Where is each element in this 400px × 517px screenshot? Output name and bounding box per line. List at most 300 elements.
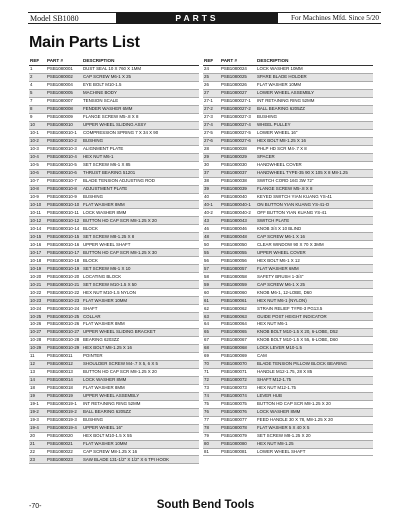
table-row [29,194,199,202]
part-number-cell: PSB1080013 [47,369,73,375]
table-row [29,178,199,186]
description-cell: HEX NUT M6-1 [257,321,288,327]
description-cell: LEVER HUB [257,393,282,399]
description-cell: MACHINE BODY [83,90,117,96]
ref-cell: 10-8 [30,186,39,192]
description-cell: SPARE BLADE HOLDER [257,74,307,80]
description-cell: THRUST BEARING 51201 [83,170,136,176]
ref-cell: 7 [30,98,33,104]
table-row [29,417,199,425]
description-cell: SET SCREW M8-1.25 X 8 [83,233,135,239]
part-number-cell: PSB1080061 [221,297,247,303]
part-number-cell: PSB1080010-7 [47,178,77,184]
table-row [203,225,373,233]
part-number-cell: PSB1080019-2 [47,409,77,415]
ref-cell: 20 [30,433,35,439]
description-cell: BALL BEARING 6205ZZ [83,409,131,415]
ref-cell: 40-1 [204,201,213,207]
table-row [203,257,373,265]
ref-cell: 67 [204,337,209,343]
part-number-cell: PSB1080004 [47,82,73,88]
ref-cell: 80 [204,441,209,447]
table-row [29,66,199,74]
description-cell: SWITCH CORD 16G 3W 72" [257,178,314,184]
part-number-cell: PSB1080067 [221,337,247,343]
table-row [203,329,373,337]
part-number-cell: PSB1080019-4 [47,425,77,431]
description-cell: HANDLE M12-1.75, 28 X 85 [257,369,313,375]
part-number-cell: PSB1080029 [221,154,247,160]
part-number-cell: PSB1080010-20 [47,273,80,279]
description-cell: LOWER WHEEL ASSEMBLY [257,90,315,96]
part-number-cell: PSB1080010-24 [47,305,80,311]
description-cell: HEX BOLT M6-1 X 12 [257,257,300,263]
description-cell: HEX BOLT M10-1.5 X 55 [83,433,132,439]
part-number-cell: PSB1080023 [47,456,73,462]
part-number-cell: PSB1080043 [221,217,247,223]
description-cell: KNOB 3/4 X 10 BLIND [257,225,302,231]
description-cell: LOCK WASHER 10MM [257,66,303,72]
ref-cell: 10 [30,122,35,128]
description-cell: BUTTON HD CAP SCR M8-1.25 X 20 [257,401,331,407]
part-number-cell: PSB1080073 [221,385,247,391]
table-row [203,305,373,313]
part-number-cell: PSB1080019-3 [47,417,77,423]
part-number-cell: PSB1080028 [221,146,247,152]
ref-cell: 38 [204,178,209,184]
table-row [203,114,373,122]
part-number-cell: PSB1080019 [47,393,73,399]
ref-cell: 13 [30,369,35,375]
ref-cell: 48 [204,233,209,239]
part-number-cell: PSB1080027-6 [221,138,251,144]
ref-cell: 73 [204,385,209,391]
ref-cell: 27-4 [204,122,213,128]
description-cell: ON BUTTON YIAN KUANG YS-41-O [257,201,330,207]
part-number-cell: PSB1080002 [47,74,73,80]
ref-cell: 10-19 [30,265,42,271]
part-number-cell: PSB1080010-1 [47,130,77,136]
description-cell: CLEAR WINDOW 90 X 70 X 3MM [257,241,324,247]
part-number-cell: PSB1080040-1 [221,201,251,207]
description-cell: HEX BOLT M8-1.25 X 16 [257,138,306,144]
description-cell: CAM [257,353,267,359]
part-number-cell: PSB1080062 [221,305,247,311]
table-row [29,281,199,289]
ref-cell: 2 [30,74,33,80]
ref-cell: 19 [30,393,35,399]
part-number-cell: PSB1080027-2 [221,106,251,112]
table-row [29,377,199,385]
part-number-cell: PSB1080040 [221,193,247,199]
part-number-cell: PSB1080059 [221,281,247,287]
table-row [203,186,373,194]
page-title: Main Parts List [29,34,140,51]
part-number-cell: PSB1080010-17 [47,249,80,255]
table-row [203,146,373,154]
ref-cell: 10-14 [30,225,42,231]
ref-cell: 4 [30,82,33,88]
description-cell: TENSION SCALE [83,98,119,104]
ref-cell: 57 [204,265,209,271]
part-number-cell: PSB1080065 [221,329,247,335]
description-cell: WHEEL PULLEY [257,122,291,128]
table-row [29,162,199,170]
table-row [203,345,373,353]
description-cell: FLANGE SCREW M5-.8 X 8 [83,114,139,120]
part-number-cell: PSB1080024 [221,66,247,72]
description-cell: KNOB M6-1, 12-LOBE, D60 [257,289,312,295]
table-row [29,449,199,457]
ref-cell: 70 [204,361,209,367]
description-cell: BLADE TENSION PILLOW BLOCK BEARING [257,361,347,367]
table-row [29,170,199,178]
part-number-cell: PSB1080057 [221,265,247,271]
ref-cell: 50 [204,241,209,247]
table-row [203,130,373,138]
table-row [203,170,373,178]
ref-cell: 56 [204,257,209,263]
description-cell: SAW BLADE 131-1/2" X 1/2" X 6 TPI HOOK [83,456,170,462]
part-number-cell: PSB1080058 [221,273,247,279]
ref-cell: 10-16 [30,241,42,247]
part-number-cell: PSB1080007 [47,98,73,104]
part-number-cell: PSB1080010-11 [47,209,79,215]
part-number-cell: PSB1080010-26 [47,321,80,327]
ref-cell: 10-10 [30,201,42,207]
part-number-cell: PSB1080037 [221,170,247,176]
table-row [29,201,199,209]
part-number-cell: PSB1080010-28 [47,337,80,343]
part-number-cell: PSB1080012 [47,361,73,367]
ref-cell: 10-23 [30,297,42,303]
description-cell: BUSHING [83,138,104,144]
ref-cell: 76 [204,409,209,415]
part-number-cell: PSB1080077 [221,417,247,423]
ref-cell: 27-1 [204,98,213,104]
ref-cell: 10-22 [30,289,42,295]
part-number-cell: PSB1080010-23 [47,297,80,303]
part-number-cell: PSB1080072 [221,377,247,383]
ref-cell: 64 [204,321,209,327]
description-cell: PHLP HD SCR M4-.7 X 8 [257,146,307,152]
table-row [29,297,199,305]
description-cell: DUST SEAL 10 X 760 X 1MM [83,66,142,72]
part-number-cell: PSB1080080 [221,441,247,447]
ref-cell: 40 [204,193,209,199]
description-cell: ADJUSTMENT PLATE [83,186,128,192]
ref-cell: 23 [30,456,35,462]
part-number-cell: PSB1080010-9 [47,193,77,199]
ref-cell: 10-29 [30,345,42,351]
part-number-cell: PSB1080063 [221,313,247,319]
table-row [203,265,373,273]
part-number-cell: PSB1080039 [221,186,247,192]
ref-cell: 26 [204,82,209,88]
part-number-cell: PSB1080074 [221,393,247,399]
description-cell: BUSHING [83,193,104,199]
table-row [203,401,373,409]
ref-cell: 69 [204,353,209,359]
table-row [29,82,199,90]
table-row [203,138,373,146]
ref-cell: 10-12 [30,217,42,223]
description-cell: ALIGNMENT PLATE [83,146,124,152]
description-cell: HEX NUT M6-1 [83,154,114,160]
ref-cell: 21 [30,441,35,447]
table-body [29,66,199,464]
table-body [203,66,373,456]
page-footer [29,501,382,512]
ref-cell: 37 [204,170,209,176]
ref-cell: 46 [204,225,209,231]
table-row [203,217,373,225]
table-row [29,425,199,433]
description-cell: SWITCH PLATE [257,217,290,223]
description-cell: BUSHING [257,114,278,120]
description-cell: HEX NUT M12-1.75 [257,385,296,391]
table-row [203,289,373,297]
table-row [203,66,373,74]
description-column-header: DESCRIPTION [257,58,289,63]
table-row [29,345,199,353]
table-row [203,122,373,130]
description-cell: HANDWHEEL COVER [257,162,302,168]
ref-cell: 25 [204,74,209,80]
table-row [29,138,199,146]
description-cell: GUIDE POST HEIGHT INDICATOR [257,313,327,319]
page-header [28,12,381,24]
part-number-cell: PSB1080050 [221,241,247,247]
ref-cell: 10-27 [30,329,42,335]
part-number-cell: PSB1080010-15 [47,233,80,239]
ref-cell: 10-3 [30,146,39,152]
ref-cell: 55 [204,249,209,255]
part-number-cell: PSB1080068 [221,345,247,351]
part-number-cell: PSB1080010-8 [47,186,77,192]
description-cell: CAP SCREW M6-1 X 16 [257,233,305,239]
table-row [29,265,199,273]
ref-cell: 62 [204,305,209,311]
ref-cell: 10-24 [30,305,42,311]
table-row [29,130,199,138]
ref-cell: 39 [204,186,209,192]
ref-cell: 5 [30,90,33,96]
part-number-cell: PSB1080010-5 [47,162,77,168]
description-cell: OFF BUTTON YIAN KUANG YS-41 [257,209,327,215]
description-cell: FENDER WASHER 6MM [83,106,133,112]
description-cell: UPPER WHEEL COVER [257,249,306,255]
table-row [29,241,199,249]
table-row [29,257,199,265]
part-number-cell: PSB1080010-12 [47,217,80,223]
description-cell: SAFETY BRUSH 1-3/4" [257,273,304,279]
table-row [29,353,199,361]
ref-cell: 27-2 [204,106,213,112]
part-number-cell: PSB1080014 [47,377,73,383]
description-cell: SHOULDER SCREW M4-.7 X 5, 6 X 5 [83,361,158,367]
ref-cell: 59 [204,281,209,287]
part-number-cell: PSB1080069 [221,353,247,359]
part-number-cell: PSB1080071 [221,369,247,375]
ref-cell: 18 [30,385,35,391]
table-row [203,233,373,241]
part-number-cell: PSB1080027-5 [221,130,251,136]
table-row [29,154,199,162]
description-cell: KNOB BOLT M10-1.5 X 55, 6-LOBE, D60 [257,337,338,343]
ref-cell: 19-3 [30,417,39,423]
description-cell: FLANGE SCREW M5-.8 X 8 [257,186,313,192]
table-row [29,441,199,449]
part-number-cell: PSB1080046 [221,225,247,231]
description-cell: HEX BOLT M8-1.25 X 16 [83,345,132,351]
ref-cell: 63 [204,313,209,319]
description-cell: SET SCREW M8-1.25 X 20 [257,433,311,439]
description-cell: KNOB BOLT M10-1.5 X 20, 6-LOBE, D52 [257,329,338,335]
part-number-cell: PSB1080078 [221,425,247,431]
description-cell: UPPER WHEEL SLIDING ASSY [83,122,147,128]
ref-cell: 10-17 [30,249,42,255]
part-number-cell: PSB1080020 [47,433,73,439]
ref-cell: 10-2 [30,138,39,144]
ref-cell: 58 [204,273,209,279]
description-cell: LOWER WHEEL 16" [257,130,298,136]
part-number-cell: PSB1080011 [47,353,73,359]
description-column-header: DESCRIPTION [83,58,115,63]
description-cell: LOCK LEVER M10-1.5 [257,345,302,351]
part-number-cell: PSB1080021 [47,441,73,447]
table-row [203,425,373,433]
part-number-cell: PSB1080064 [221,321,247,327]
part-number-cell: PSB1080055 [221,249,247,255]
description-cell: INT RETAINING RING 52MM [83,401,141,407]
table-row [29,233,199,241]
description-cell: HEX NUT M10-1.5 NYLON [83,289,136,295]
part-column-header: PART # [221,58,237,63]
ref-cell: 29 [204,154,209,160]
table-row [203,209,373,217]
ref-cell: 19-4 [30,425,39,431]
description-cell: FLAT WASHER 8MM [83,201,125,207]
ref-cell: 30 [204,162,209,168]
table-row [203,273,373,281]
table-row [29,90,199,98]
ref-cell: 10-11 [30,209,41,215]
description-cell: HANDWHEEL TYPE-35 90 X 105 X 8 M8-1.25 [257,170,348,176]
table-row [203,201,373,209]
table-row [29,74,199,82]
table-row [29,146,199,154]
parts-table-left [29,57,199,464]
ref-cell: 65 [204,329,209,335]
table-row [29,186,199,194]
description-cell: BLADE TENSION ADJUSTING ROD [83,178,155,184]
description-cell: SET SCREW M6-1 X 85 [83,162,131,168]
part-number-cell: PSB1080056 [221,257,247,263]
page-number: -70- [29,503,42,510]
brand-logo-text: South Bend Tools [156,499,255,511]
table-row [29,114,199,122]
part-number-cell: PSB1080048 [221,233,247,239]
table-row [203,241,373,249]
description-cell: POINTER [83,353,103,359]
description-cell: BALL BEARING 6205ZZ [257,106,305,112]
part-number-cell: PSB1080010-6 [47,170,77,176]
table-row [203,281,373,289]
description-cell: EYE BOLT M10-1.5 [83,82,122,88]
model-label: Model SB1080 [28,12,116,24]
ref-cell: 10-28 [30,337,42,343]
table-row [203,98,373,106]
part-number-cell: PSB1080027 [221,90,247,96]
part-number-cell: PSB1080005 [47,90,73,96]
description-cell: CAP SCREW M8-1.25 X 16 [83,448,138,454]
part-number-cell: PSB1080010-22 [47,289,80,295]
table-row [203,449,373,457]
description-cell: BLOCK [83,225,98,231]
ref-cell: 77 [204,417,209,423]
table-row [29,321,199,329]
description-cell: BUTTON HD CAP SCR M8-1.25 X 30 [83,249,157,255]
description-cell: UPPER WHEEL 16" [83,425,123,431]
part-number-cell: PSB1080010-2 [47,138,77,144]
table-row [29,273,199,281]
part-number-cell: PSB1080022 [47,448,73,454]
ref-cell: 75 [204,401,209,407]
description-cell: FLAT WASHER 10MM [83,441,128,447]
table-row [29,289,199,297]
table-row [203,313,373,321]
ref-cell: 10-21 [30,281,42,287]
ref-cell: 10-9 [30,193,39,199]
table-row [29,209,199,217]
part-number-cell: PSB1080076 [221,409,247,415]
table-row [203,353,373,361]
ref-cell: 10-7 [30,178,39,184]
description-cell: LOWER WHEEL SHAFT [257,448,306,454]
table-row [29,122,199,130]
part-number-cell: PSB1080010-14 [47,225,80,231]
table-row [29,98,199,106]
parts-table-right [203,57,373,456]
part-number-cell: PSB1080010-19 [47,265,80,271]
part-column-header: PART # [47,58,63,63]
description-cell: UPPER WHEEL SLIDING BRACKET [83,329,156,335]
description-cell: LOCK WASHER 8MM [257,409,301,415]
table-row [29,361,199,369]
ref-cell: 27-3 [204,114,213,120]
description-cell: HEX NUT M8-1.25 [257,441,294,447]
table-row [203,249,373,257]
table-row [29,106,199,114]
ref-cell: 71 [204,369,209,375]
part-number-cell: PSB1080025 [221,74,247,80]
ref-cell: 19-1 [30,401,39,407]
table-row [203,417,373,425]
table-row [203,369,373,377]
description-cell: CAP SCREW M6-1 X 25 [83,74,131,80]
part-number-cell: PSB1080010-29 [47,345,80,351]
part-number-cell: PSB1080027-4 [221,122,251,128]
ref-cell: 27-6 [204,138,213,144]
description-cell: LOCK WASHER 8MM [83,377,127,383]
description-cell: FLAT WASHER 10MM [83,297,128,303]
table-row [203,433,373,441]
table-row [29,385,199,393]
table-row [29,401,199,409]
table-row [203,409,373,417]
description-cell: BUSHING [83,417,104,423]
